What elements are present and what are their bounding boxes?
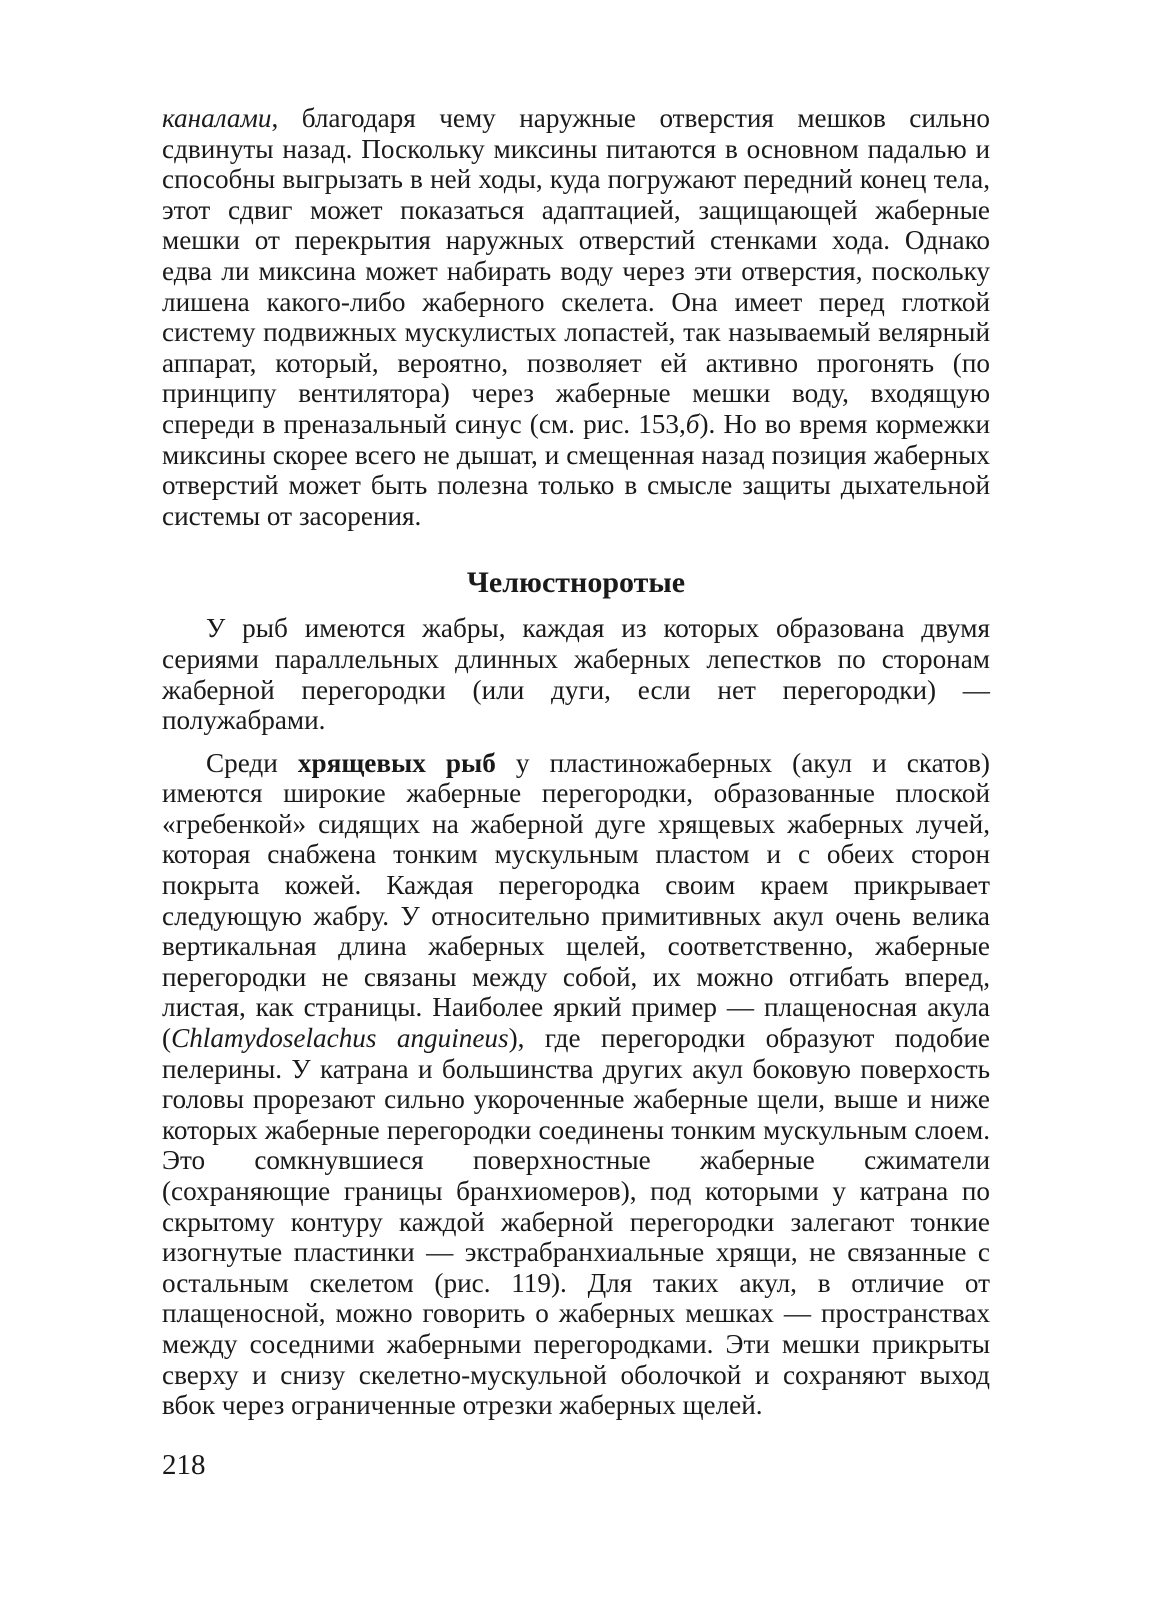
section-heading: Челюстноротые [466, 566, 686, 600]
paragraph-text-end: ), где перегородки образуют подобие пелерины. У катрана и большинства других акул боковую поверхость головы прорезают сильно укороченные жаберные щели, выше и ниже которых жаберные перегородки соединены тонким мускульным слоем. Это сомкнувшиеся поверхностные жаберные сжиматели (сохраняющие границы бранхиомеров), под которыми у катрана по скрытому контуру каждой жаберной перегородки залегают тонкие изогнутые пластинки — экстрабранхиальные хрящи, не связанные с остальным скелетом (рис. 119). Для таких акул, в отличие от плащеносной, можно говорить о жаберных мешках — пространствах между соседними жаберными перегородками. Эти мешки прикрыты сверху и снизу скелетно-мускульной оболочкой и сохраняют выход вбок через ограниченные отрезки жаберных щелей. [162, 1023, 990, 1421]
paragraph-gills: У рыб имеются жабры, каждая из которых образована двумя сериями параллельных длинных жаберных лепестков по сторонам жаберной перегородки (или дуги, если нет перегородки) — полужабрами. [162, 613, 990, 736]
page-body [162, 103, 990, 1421]
page-number: 218 [162, 1449, 206, 1481]
paragraph-text-start: Среди [206, 747, 298, 778]
italic-term: каналами [162, 103, 272, 133]
paragraph-intro [162, 103, 990, 531]
figure-ref-italic: б [685, 408, 700, 439]
paragraph-text: , благодаря чему наружные отверстия мешков сильно сдвинуты назад. Поскольку миксины питаются в основном падалью и способны выгрызать в ней ходы, куда погружают передний конец тела, этот сдвиг может показаться адаптацией, защищающей жаберные мешки от перекрытия наружных отверстий стенками хода. Однако едва ли миксина может набирать воду через эти отверстия, поскольку лишена какого-либо жаберного скелета. Она имеет перед глоткой систему подвижных мускулистых лопастей, так называемый велярный аппарат, который, вероятно, позволяет ей активно прогонять (по принципу вентилятора) через жаберные мешки воду, входящую спереди в преназальный синус (см. рис. 153, [162, 103, 990, 439]
paragraph-cartilaginous-fish [162, 748, 990, 1421]
species-name: Chlamydoselachus anguineus [171, 1023, 509, 1054]
paragraph-text-end: ). Но во время кормежки миксины скорее всего не дышат, и смещенная назад позиция жаберных отверстий может быть полезна только в смысле защиты дыхательной системы от засорения. [162, 408, 990, 531]
paragraph-text: у пластиножаберных (акул и скатов) имеются широкие жаберные перегородки, образованные плоской «гребенкой» сидящих на жаберной дуге хрящевых жаберных лучей, которая снабжена тонким мускульным пластом и с обеих сторон покрыта кожей. Каждая перегородка своим краем прикрывает следующую жабру. У относительно примитивных акул очень велика вертикальная длина жаберных щелей, соответственно, жаберные перегородки не связаны между собой, их можно отгибать вперед, листая, как страницы. Наиболее яркий пример — плащеносная акула ( [162, 747, 990, 1054]
bold-term: хрящевых рыб [297, 747, 496, 778]
